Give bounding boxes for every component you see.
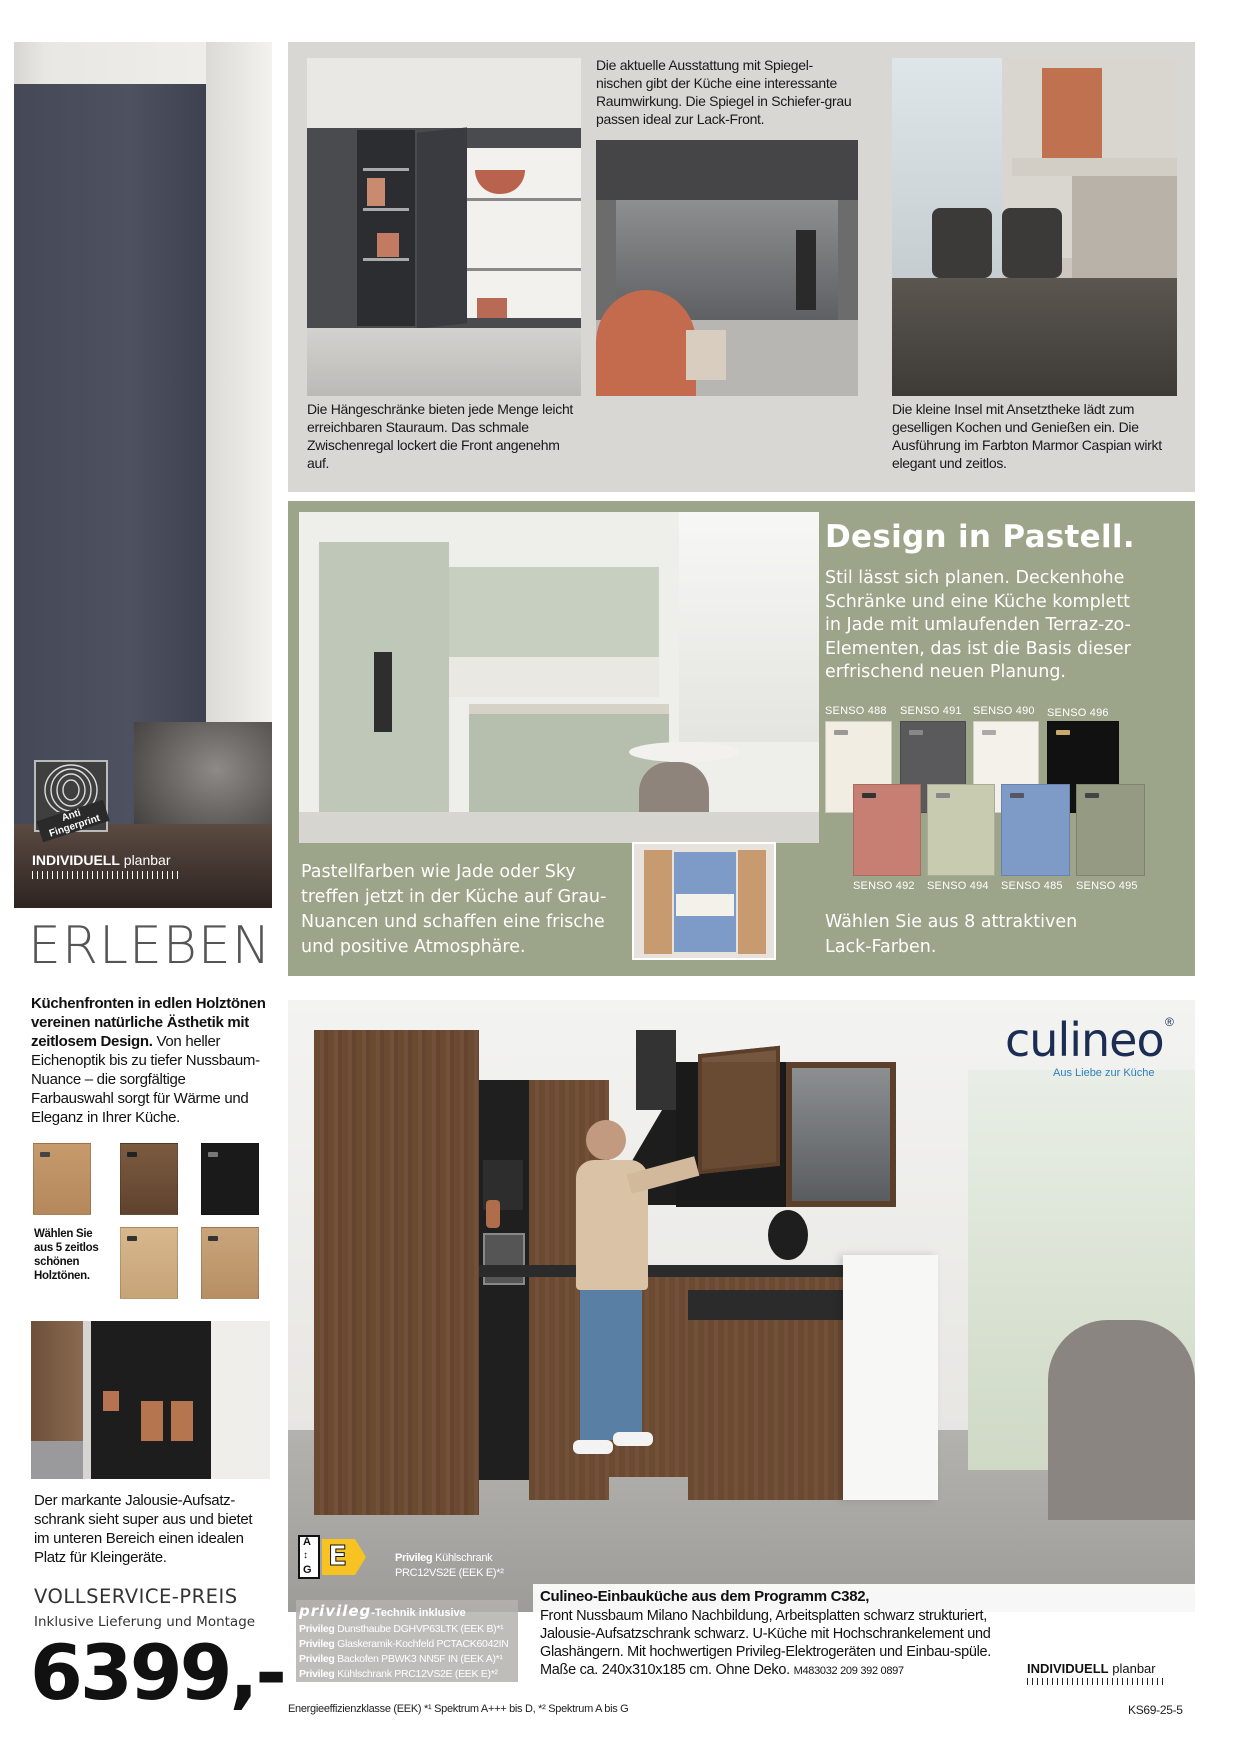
choose-wood-text: Wählen Sie aus 5 zeitlos schönen Holztönen. — [34, 1228, 99, 1282]
wood-swatch-black — [201, 1143, 259, 1215]
culineo-tagline: Aus Liebe zur Küche — [1053, 1067, 1155, 1079]
technik-item-hob: Privileg Glaskeramik-Kochfeld PCTACK6042IN — [299, 1638, 509, 1650]
wood-swatch-walnut — [120, 1143, 178, 1215]
energy-model: PRC12VS2E (EEK E)*² — [395, 1567, 504, 1579]
choose-colors-text: Wählen Sie aus 8 attraktiven Lack-Farben. — [825, 912, 1078, 957]
energy-label-bold: Privileg — [395, 1552, 433, 1564]
blue-cabinet-photo — [632, 842, 776, 960]
wood-intro — [31, 994, 267, 1127]
swatch-label-496: SENSO 496 — [1047, 707, 1109, 719]
culineo-logo — [1005, 1015, 1180, 1095]
swatch-label-485: SENSO 485 — [1001, 880, 1063, 892]
privileg-logo: privileg — [299, 1602, 372, 1620]
product-desc-text: Front Nussbaum Milano Nachbildung, Arbeitsplatten schwarz strukturiert, Jalousie-Aufsatzschrank schwarz. U-Küche mit Hochschrankelement und Glashängern. Mit hochwertigen Privileg-Elektrogeräten und Einbau-spüle. Maße ca. 240x310x185 cm. Ohne Deko. — [540, 1608, 992, 1678]
swatch-label-495: SENSO 495 — [1076, 880, 1138, 892]
wood-swatch-natural-oak — [120, 1227, 178, 1299]
wood-intro-rest: Von heller Eichenoptik bis zu tiefer Nussbaum-Nuance – die sorgfältige Farbauswahl sorgt für Wärme und Eleganz in Ihrer Küche. — [31, 1033, 260, 1126]
product-article: M483032 209 392 0897 — [793, 1665, 904, 1677]
energy-class: E — [328, 1539, 348, 1572]
erleben-heading: ERLEBEN — [28, 916, 272, 976]
technik-list — [299, 1622, 519, 1682]
anti-fingerprint-label: Anti Fingerprint — [36, 800, 109, 843]
pastel-left-text: Pastellfarben wie Jade oder Sky treffen jetzt in der Küche auf Grau-Nuancen und schaffen eine frische und positive Atmosphäre. — [301, 862, 607, 957]
swatch-senso-495 — [1076, 784, 1145, 876]
swatch-label-494: SENSO 494 — [927, 880, 989, 892]
individuell-planbar-tag — [32, 852, 232, 879]
cabinet-photo — [307, 58, 581, 396]
product-title: Culineo-Einbauküche aus dem Programm C382, — [540, 1588, 870, 1605]
energy-product — [395, 1551, 504, 1581]
vollservice-label: VOLLSERVICE-PREIS — [34, 1585, 238, 1608]
swatch-label-491: SENSO 491 — [900, 705, 962, 717]
energy-footnote: Energieeffizienzklasse (EEK) *¹ Spektrum A+++ bis D, *² Spektrum A bis G — [288, 1703, 629, 1715]
technik-heading — [299, 1602, 466, 1620]
pastel-title: Design in Pastell. — [825, 519, 1135, 555]
technik-item-oven: Privileg Backofen PBWK3 NN5F IN (EEK A)*¹ — [299, 1653, 503, 1665]
energy-label-rest: Kühlschrank — [432, 1552, 493, 1564]
product-desc — [540, 1607, 1010, 1680]
energy-label — [298, 1535, 388, 1579]
price: 6399,- — [30, 1628, 284, 1717]
mirror-photo — [596, 140, 858, 396]
product-planbar-tag — [1027, 1661, 1187, 1685]
planbar-rest: planbar — [119, 852, 171, 868]
island-caption: Die kleine Insel mit Ansetztheke lädt zum geselligen Kochen und Genießen ein. Die Ausführung im Farbton Marmor Caspian wirkt elegant und zeitlos. — [892, 401, 1162, 471]
swatch-senso-492 — [853, 784, 921, 876]
wood-swatch-light-oak — [33, 1143, 91, 1215]
jalousie-text: Der markante Jalousie-Aufsatz-schrank sieht super aus und bietet im unteren Bereich einen idealen Platz für Kleingeräte. — [34, 1492, 253, 1566]
energy-arrow-icon: ↕ — [303, 1550, 308, 1561]
swatch-label-492: SENSO 492 — [853, 880, 915, 892]
product-planbar-rest: planbar — [1108, 1661, 1156, 1676]
page-code: KS69-25-5 — [1128, 1703, 1183, 1717]
wood-intro-bold: Küchenfronten in edlen Holztönen vereinen natürliche Ästhetik mit zeitlosem Design. — [31, 995, 266, 1050]
left-hero-photo — [14, 42, 272, 908]
jalousie-photo — [31, 1321, 270, 1479]
delivery-label: Inklusive Lieferung und Montage — [34, 1614, 256, 1630]
island-photo — [892, 58, 1177, 396]
anti-fingerprint-badge — [34, 760, 108, 840]
energy-scale-bottom: G — [303, 1564, 312, 1576]
swatch-label-488: SENSO 488 — [825, 705, 887, 717]
technik-item-fridge: Privileg Kühlschrank PRC12VS2E (EEK E)*² — [299, 1668, 498, 1680]
technik-item-hood: Privileg Dunsthaube DGHVP63LTK (EEK B)*¹ — [299, 1623, 504, 1635]
planbar-bold: INDIVIDUELL — [32, 852, 120, 868]
cabinets-caption: Die Hängeschränke bieten jede Menge leicht erreichbaren Stauraum. Das schmale Zwischenregal lockert die Front angenehm auf. — [307, 401, 574, 471]
energy-scale-top: A — [303, 1536, 311, 1548]
technik-suffix: -Technik inklusive — [371, 1607, 466, 1619]
swatch-label-490: SENSO 490 — [973, 705, 1035, 717]
pastel-body: Stil lässt sich planen. Deckenhohe Schränke und eine Küche komplett in Jade mit umlaufenden Terraz-zo-Elementen, das ist die Basis dieser erfrischend neuen Planung. — [825, 568, 1131, 682]
product-planbar-bold: INDIVIDUELL — [1027, 1661, 1109, 1676]
pastel-kitchen-photo — [299, 512, 819, 843]
registered-mark: ® — [1165, 1015, 1174, 1029]
swatch-senso-485 — [1001, 784, 1070, 876]
swatch-senso-494 — [927, 784, 995, 876]
mirror-caption: Die aktuelle Ausstattung mit Spiegel-nischen gibt der Küche eine interessante Raumwirkung. Die Spiegel in Schiefer-grau passen ideal zur Lack-Front. — [596, 57, 852, 127]
culineo-wordmark: culineo — [1005, 1013, 1164, 1067]
wood-swatch-rustic-oak — [201, 1227, 259, 1299]
